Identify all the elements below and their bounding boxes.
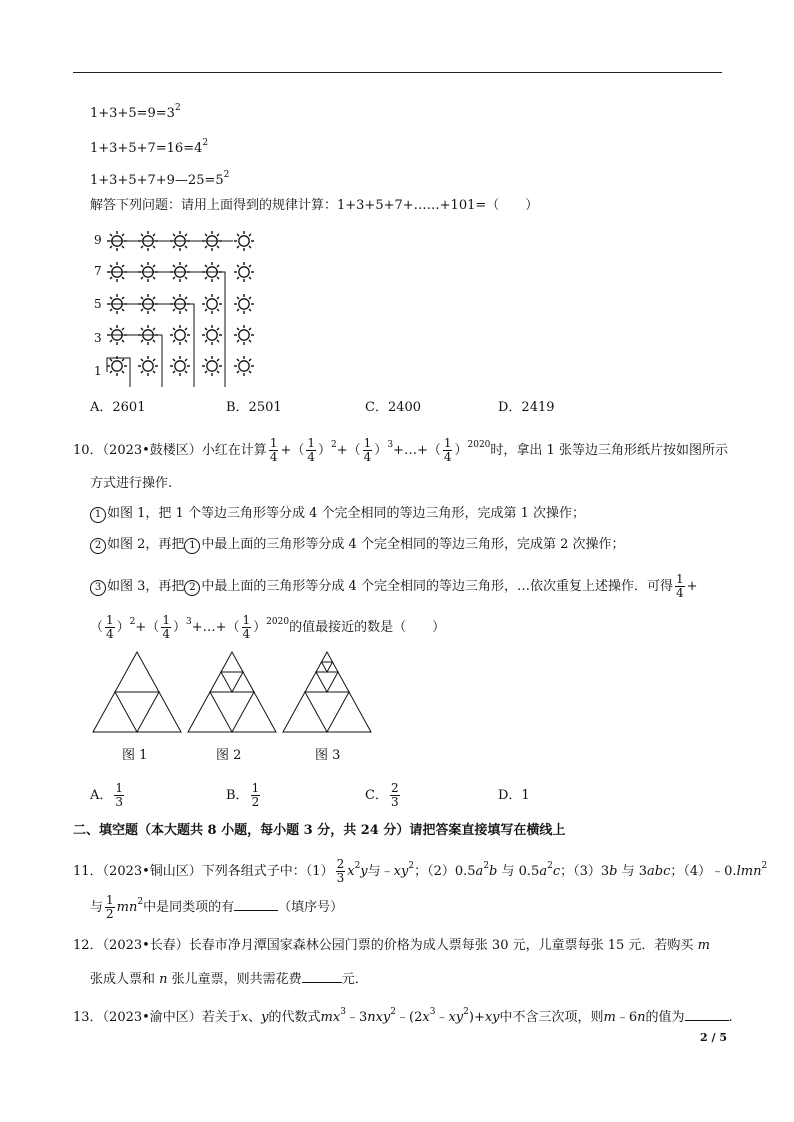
sun-icon: [170, 325, 190, 345]
q9-option-b[interactable]: B．2501: [226, 400, 282, 415]
q10-step3: 3 如图 3，再把 2 中最上面的三角形等分成 4 个完全相同的等边三角形，…依次重复上述操作．可得 $\frac{1}{4}$ +: [90, 573, 698, 600]
q12-answer-blank[interactable]: [302, 970, 342, 983]
sum-line-1: $1+3+5=9=3^2$: [90, 103, 181, 121]
sun-icon: [202, 325, 222, 345]
q11-answer-blank[interactable]: [234, 898, 278, 911]
sun-icon: [234, 294, 254, 314]
sum-line-3: $1+3+5+7+9—25=5^2$: [90, 170, 230, 188]
sun-icon: [170, 356, 190, 376]
triangle-figure-2: [186, 650, 278, 734]
row-label-3: 3: [94, 331, 102, 345]
q10-line2: 方式进行操作.: [90, 476, 173, 491]
section-2-heading: 二、填空题（本大题共 8 小题，每小题 3 分，共 24 分）请把答案直接填写在横线上: [73, 823, 566, 838]
row-label-1: 1: [94, 364, 102, 378]
q12-line1: 12．（2023•长春）长春市净月潭国家森林公园门票的价格为成人票每张 30 元，儿童票每张 15 元．若购买 m: [73, 938, 710, 953]
triangle-figure-1: [91, 650, 183, 734]
row-label-7: 7: [94, 264, 102, 278]
q9-sun-grid-figure: [88, 222, 278, 390]
q10-option-a[interactable]: A． $\frac{1}{3}$: [90, 781, 124, 809]
q12-line2: 张成人票和 n 张儿童票，则共需花费 元．: [90, 972, 368, 987]
header-rule: [73, 72, 722, 73]
q10-option-b[interactable]: B． $\frac{1}{2}$: [226, 781, 260, 809]
q10-line1: 10．（2023•鼓楼区）小红在计算 $\frac{1}{4}$ +（ $\frac{1}{4}$ ）$^2$+（ $\frac{1}{4}$ ）$^3$+…+（ $\frac{1}{4}$ ）$^{2020}$时，拿出 1 张等边三角形纸片按如图所示: [73, 436, 728, 464]
sun-icon: [234, 262, 254, 282]
q9-prompt: 解答下列问题：请用上面得到的规律计算：1+3+5+7+……+101=（ ）: [90, 198, 539, 213]
sun-icon: [234, 325, 254, 345]
q13-answer-blank[interactable]: [685, 1008, 729, 1021]
q9-option-a[interactable]: A．2601: [90, 400, 146, 415]
q9-option-c[interactable]: C．2400: [365, 400, 422, 415]
sun-icon: [138, 356, 158, 376]
q10-option-c[interactable]: C． $\frac{2}{3}$: [365, 781, 399, 809]
q13-line1: 13．（2023•渝中区）若关于x、y的代数式$mx^3﹣3nxy^2﹣(2x^3﹣xy^2)+xy$中不含三次项，则m﹣6n的值为 .: [73, 1007, 733, 1025]
sun-icon: [202, 356, 222, 376]
q11-line1: 11．（2023•铜山区）下列各组式子中：（1） $\frac{2}{3}$ $x^2y$与$﹣xy^2$；$(2)0.5a^2b$ 与 $0.5a^2c$；（3）3b 与 3abc；（4）﹣0.lmn$^2$: [73, 857, 768, 885]
q10-step1: 1 如图 1，把 1 个等边三角形等分成 4 个完全相同的等边三角形，完成第 1 次操作；: [90, 506, 585, 523]
fig-label-3: 图 3: [315, 748, 341, 763]
sun-icon: [202, 294, 222, 314]
q9-option-d[interactable]: D．2419: [498, 400, 555, 415]
sum-line-2: $1+3+5+7=16=4^2$: [90, 138, 209, 156]
row-label-5: 5: [94, 297, 102, 311]
sun-icon: [234, 231, 254, 251]
triangle-figure-3: [281, 650, 373, 734]
q10-step2: 2 如图 2，再把 1 中最上面的三角形等分成 4 个完全相同的等边三角形，完成第 2 次操作；: [90, 537, 624, 554]
fig-label-2: 图 2: [216, 748, 242, 763]
q10-option-d[interactable]: D．1: [498, 788, 530, 803]
sun-icon: [107, 356, 127, 376]
q11-line2: 与 $\frac{1}{2}$ $mn^2$中是同类项的有 （填序号）: [90, 893, 344, 921]
sun-icon: [234, 356, 254, 376]
fig-label-1: 图 1: [122, 748, 148, 763]
page-number: 2 / 5: [700, 1031, 727, 1044]
row-label-9: 9: [94, 233, 102, 247]
q10-line-sum: （ $\frac{1}{4}$ ）$^2$+（ $\frac{1}{4}$ ）$^3$+…+（ $\frac{1}{4}$ ）$^{2020}$的值最接近的数是（ ）: [90, 613, 446, 641]
